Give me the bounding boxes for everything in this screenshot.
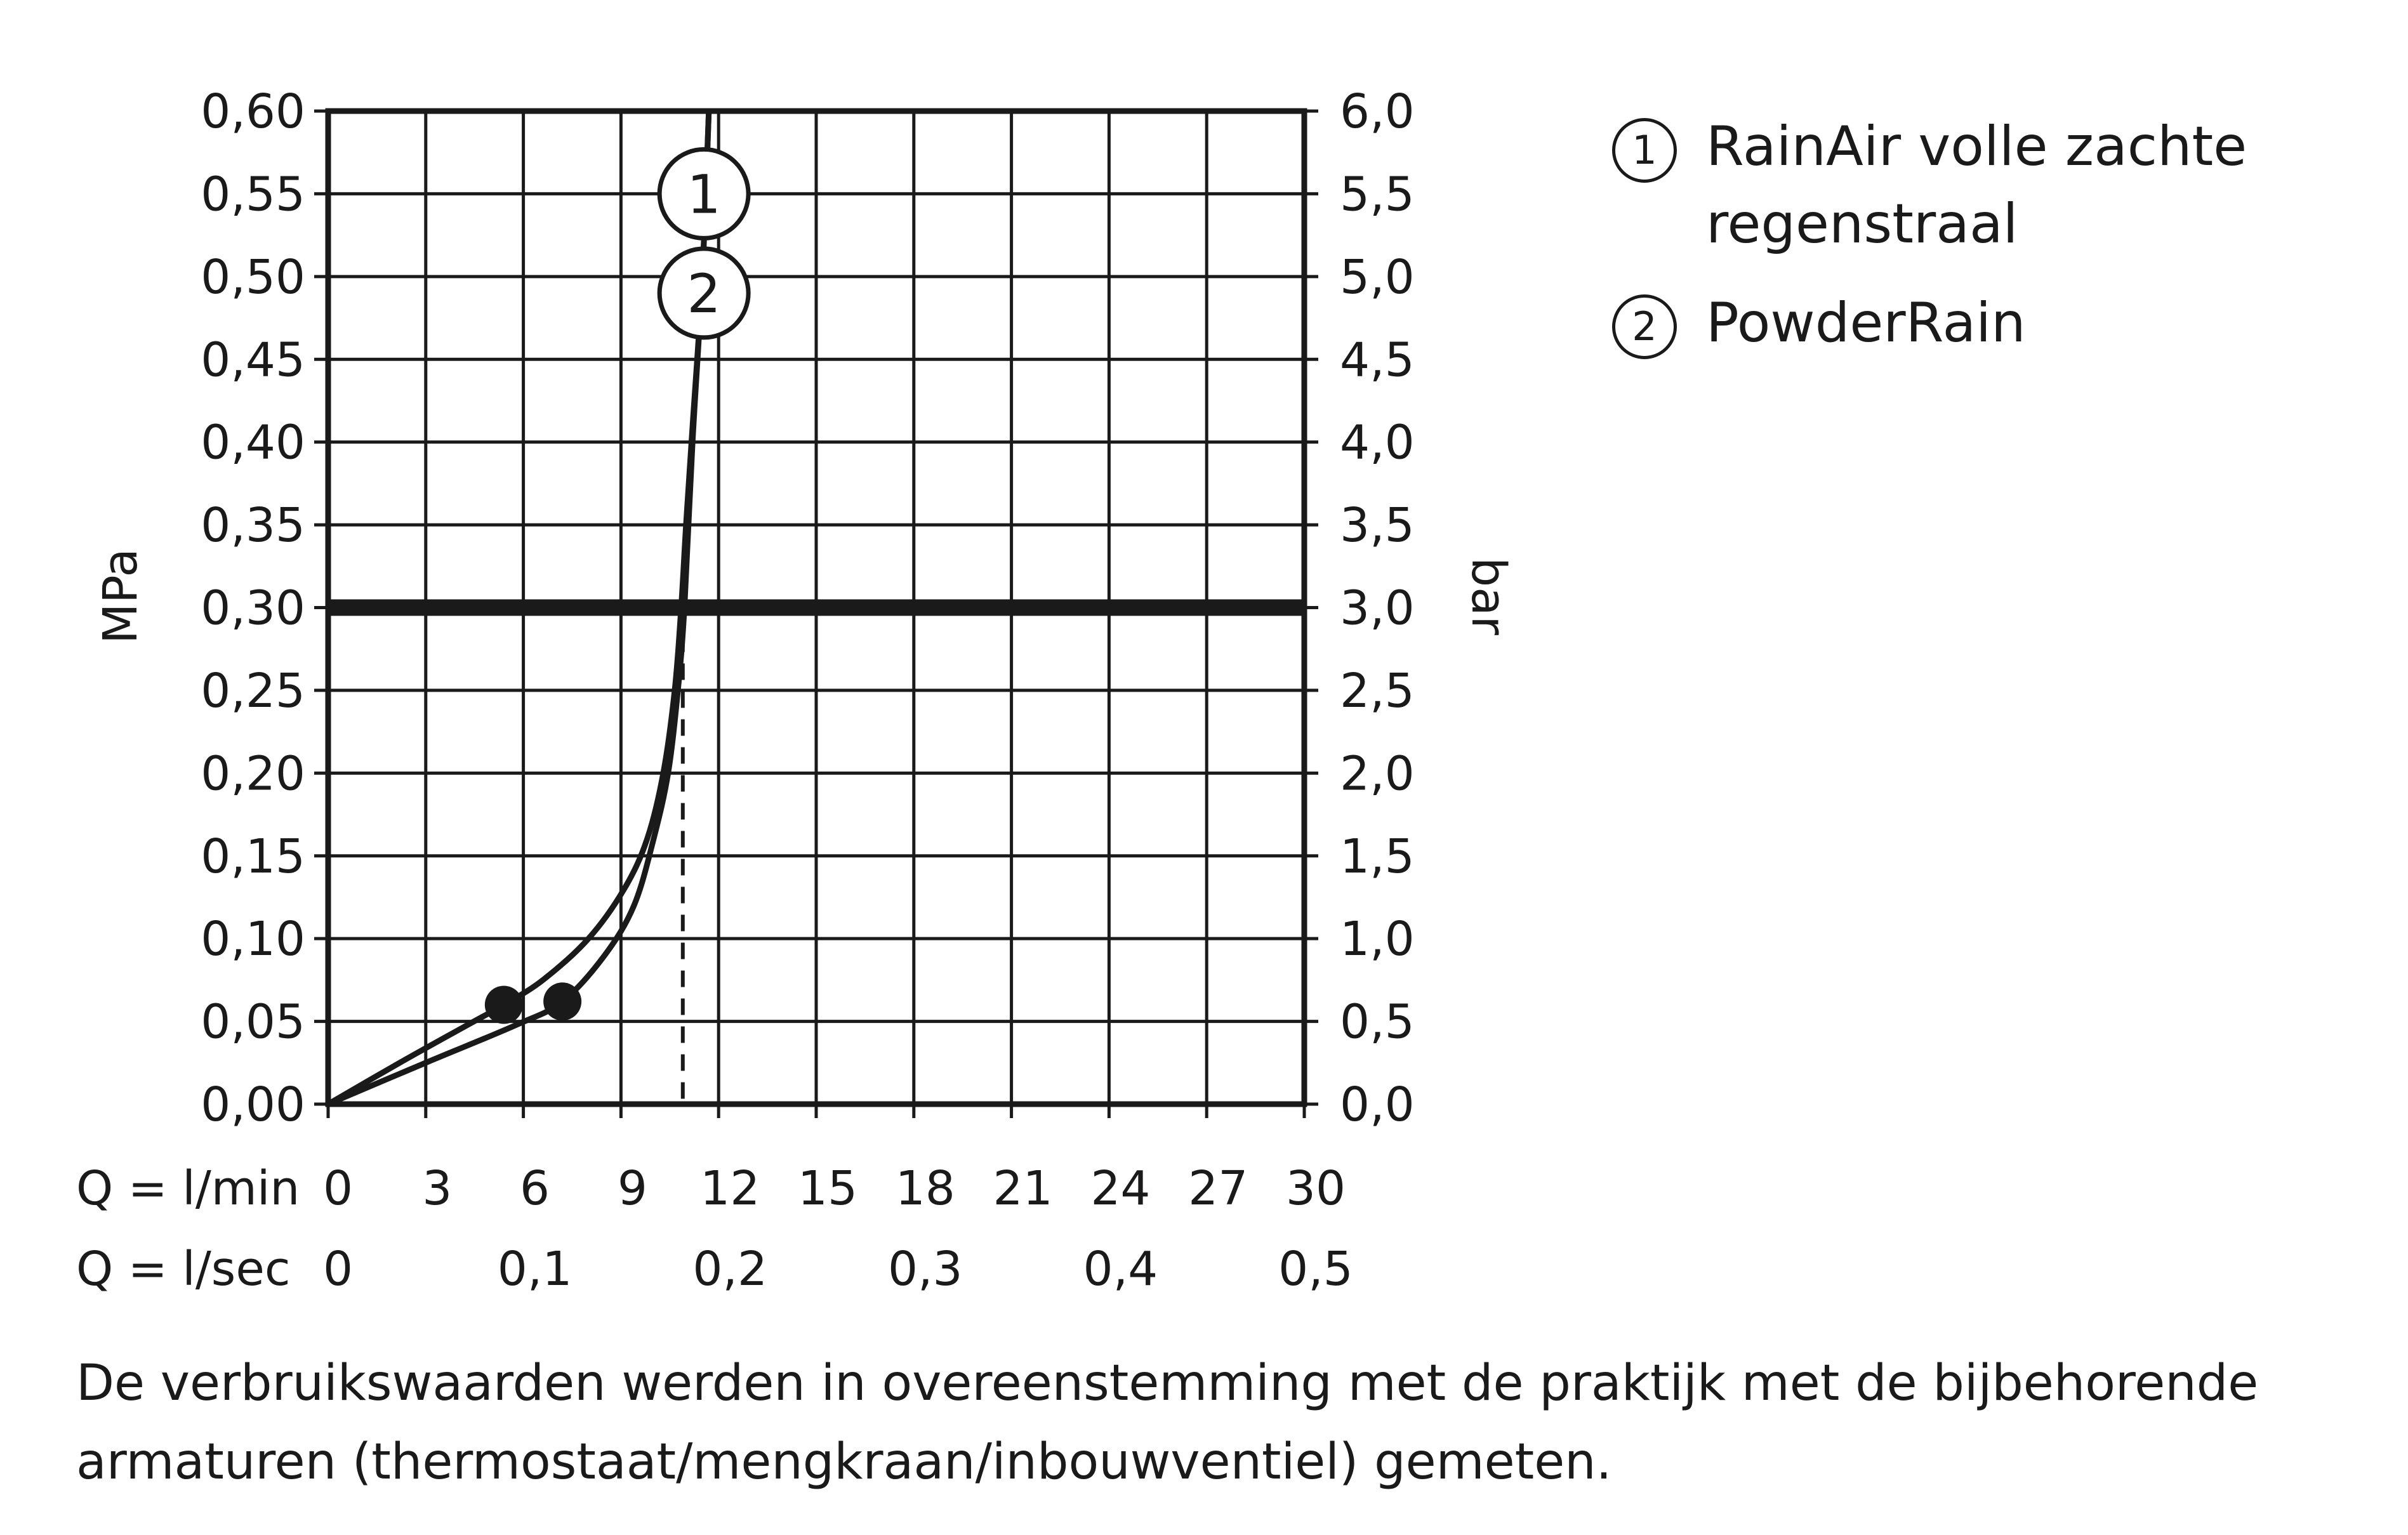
bar-tick-label: 6,0 [1340, 84, 1415, 139]
legend-item-2 [1612, 284, 2386, 362]
lmin-axis-title: Q = l/min [76, 1161, 300, 1216]
mpa-tick-label: 0,25 [201, 663, 305, 718]
legend-number-1: 1 [1612, 118, 1677, 183]
lmin-tick-label: 12 [700, 1161, 760, 1216]
lmin-tick-label: 30 [1285, 1161, 1346, 1216]
bar-tick-label: 0,0 [1340, 1077, 1415, 1132]
mpa-tick-label: 0,05 [201, 994, 305, 1050]
mpa-tick-label: 0,30 [201, 581, 305, 636]
measurement-note: De verbruikswaarden werden in overeenstemming met de praktijk met de bijbehorende armaturen (thermostaat/mengkraan/inbouwventiel) gemeten. [76, 1355, 2259, 1491]
bar-tick-label: 1,0 [1340, 912, 1415, 967]
left-axis-title: MPa [93, 548, 148, 644]
bar-tick-label: 4,5 [1340, 333, 1415, 388]
bar-tick-label: 3,5 [1340, 498, 1415, 553]
bar-tick-label: 0,5 [1340, 994, 1415, 1050]
legend-number-2: 2 [1612, 294, 1677, 359]
lmin-tick-label: 0 [323, 1161, 354, 1216]
bar-tick-label: 3,0 [1340, 581, 1415, 636]
right-axis-title: bar [1461, 557, 1516, 635]
lsec-tick-label: 0,5 [1278, 1242, 1353, 1296]
lmin-tick-label: 21 [993, 1161, 1053, 1216]
lmin-tick-label: 27 [1188, 1161, 1248, 1216]
legend-item-1 [1612, 108, 2386, 263]
lsec-tick-label: 0 [323, 1242, 354, 1296]
mpa-tick-label: 0,60 [201, 84, 305, 139]
bar-tick-label: 2,0 [1340, 746, 1415, 801]
legend-label-2: PowderRain [1706, 291, 2026, 355]
mpa-tick-label: 0,00 [201, 1077, 305, 1132]
lmin-tick-label: 15 [797, 1161, 858, 1216]
legend-label-1: RainAir volle zachte regenstraal [1706, 115, 2247, 256]
lsec-axis-title: Q = l/sec [76, 1242, 291, 1296]
operating-point-1 [485, 986, 523, 1024]
lsec-tick-label: 0,3 [887, 1242, 963, 1296]
mpa-tick-label: 0,50 [201, 249, 305, 305]
bar-tick-label: 5,0 [1340, 249, 1415, 305]
series-marker-label-1: 1 [687, 163, 721, 226]
mpa-tick-label: 0,10 [201, 912, 305, 967]
bar-tick-label: 4,0 [1340, 415, 1415, 470]
series-marker-label-2: 2 [687, 262, 721, 325]
legend [1612, 108, 2386, 383]
lmin-tick-label: 6 [520, 1161, 550, 1216]
mpa-tick-label: 0,40 [201, 415, 305, 470]
lmin-tick-label: 3 [422, 1161, 453, 1216]
mpa-tick-label: 0,45 [201, 333, 305, 388]
mpa-tick-label: 0,55 [201, 167, 305, 222]
bar-tick-label: 1,5 [1340, 829, 1415, 884]
lsec-tick-label: 0,2 [692, 1242, 768, 1296]
lmin-tick-label: 9 [617, 1161, 647, 1216]
bar-tick-label: 2,5 [1340, 663, 1415, 718]
mpa-tick-label: 0,35 [201, 498, 305, 553]
mpa-tick-label: 0,15 [201, 829, 305, 884]
lsec-tick-label: 0,1 [497, 1242, 572, 1296]
operating-point-2 [543, 982, 581, 1020]
lmin-tick-label: 18 [895, 1161, 955, 1216]
mpa-tick-label: 0,20 [201, 746, 305, 801]
lsec-tick-label: 0,4 [1083, 1242, 1158, 1296]
bar-tick-label: 5,5 [1340, 167, 1415, 222]
lmin-tick-label: 24 [1090, 1161, 1151, 1216]
